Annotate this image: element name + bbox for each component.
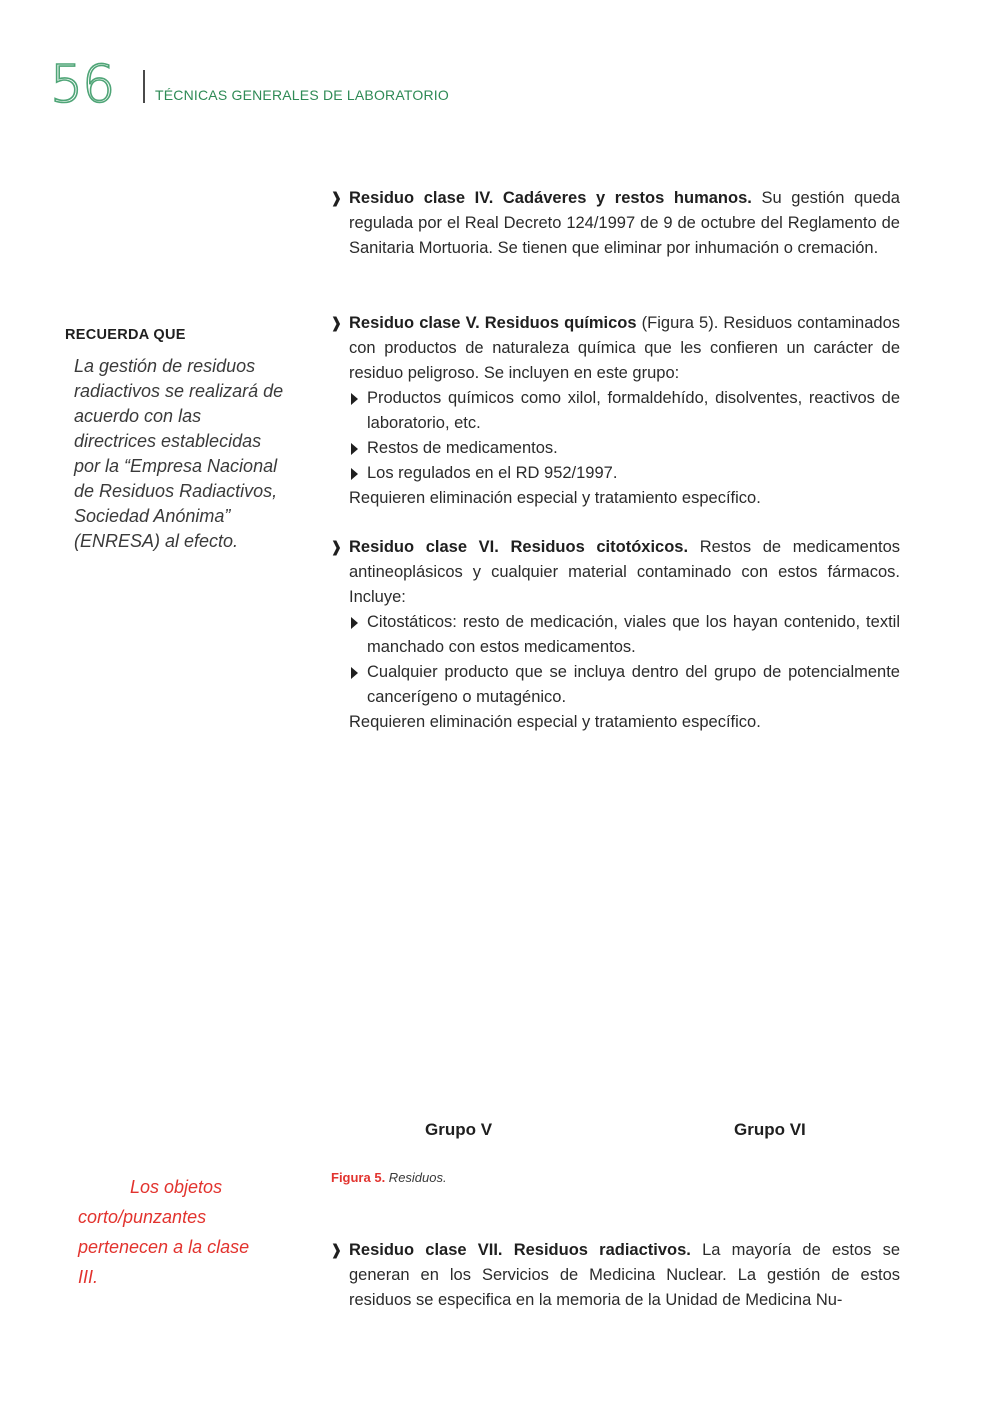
figure-label-grupo-v: Grupo V (425, 1120, 493, 1139)
header-divider (143, 70, 145, 103)
figure-caption (331, 1170, 447, 1185)
bullet-triangle-icon (351, 468, 358, 480)
bullet-triangle-icon (351, 667, 358, 679)
figure-number: Figura 5. (331, 1170, 386, 1185)
sub-item: Productos químicos como xilol, formaldehído, disolventes, reactivos de laboratorio, etc. (349, 386, 900, 436)
note-text: Requieren eliminación especial y tratamiento específico. (349, 713, 761, 731)
item-title: Residuo clase IV. Cadáveres y restos humanos. (349, 189, 752, 207)
bullet-arrow-icon: ❱ (330, 190, 343, 207)
section-clase-vi (330, 535, 900, 735)
section-clase-v (330, 311, 900, 511)
recuerda-heading: RECUERDA QUE (65, 327, 186, 343)
item-title: Residuo clase V. Residuos químicos (349, 314, 637, 332)
sub-item: Restos de medicamentos. (349, 436, 900, 461)
figure-label-grupo-vi: Grupo VI (734, 1120, 806, 1139)
list-item (330, 186, 900, 261)
sub-item: Cualquier producto que se incluya dentro del grupo de potencialmente cancerígeno o mutagénico. (349, 660, 900, 710)
list-item (330, 535, 900, 735)
bullet-arrow-icon: ❱ (330, 315, 343, 332)
side-note-red: Los objetos corto/punzantes pertenecen a la clase III. (78, 1177, 250, 1287)
item-text: La mayoría de estos se generan en los Servicios de Medicina Nuclear. La gestión de estos residuos se especifica en la memoria de la Unidad de Medicina Nu- (349, 1241, 900, 1309)
bullet-triangle-icon (351, 443, 358, 455)
bullet-arrow-icon: ❱ (330, 539, 343, 556)
bullet-triangle-icon (351, 617, 358, 629)
item-text: Restos de medicamentos antineoplásicos y cualquier material contaminado con estos fármacos. Incluye: (349, 538, 901, 606)
section-clase-iv (330, 186, 900, 261)
bullet-triangle-icon (351, 393, 358, 405)
figure-image-area (330, 740, 900, 1120)
item-title: Residuo clase VI. Residuos citotóxicos. (349, 538, 689, 556)
running-title: TÉCNICAS GENERALES DE LABORATORIO (155, 87, 449, 103)
paragraph (349, 1238, 900, 1313)
item-title: Residuo clase VII. Residuos radiactivos. (349, 1241, 691, 1259)
list-item (330, 1238, 900, 1313)
bullet-arrow-icon: ❱ (330, 1242, 343, 1259)
list-item (330, 311, 900, 511)
figure-description: Residuos. (385, 1170, 447, 1185)
recuerda-text: La gestión de residuos radiactivos se realizará de acuerdo con las directrices establecidas por la “Empresa Nacional de Residuos Radiactivos, Sociedad Anónima” (ENRESA) al efecto. (74, 356, 284, 551)
page-number: 56 (50, 62, 115, 108)
paragraph (349, 535, 900, 610)
section-clase-vii (330, 1238, 900, 1313)
sub-item: Citostáticos: resto de medicación, viales que los hayan contenido, textil manchado con estos medicamentos. (349, 610, 900, 660)
item-text: Su gestión queda regulada por el Real Decreto 124/1997 de 9 de octubre del Reglamento de Sanitaria Mortuoria. Se tienen que eliminar por inhumación o cremación. (349, 189, 900, 257)
item-text: (Figura 5). Residuos contaminados con productos de naturaleza química que les confieren un carácter de residuo peligroso. Se incluyen en este grupo: (349, 314, 900, 382)
paragraph (349, 311, 900, 386)
note-text: Requieren eliminación especial y tratamiento específico. (349, 489, 761, 507)
sub-item: Los regulados en el RD 952/1997. (349, 461, 900, 486)
paragraph (349, 186, 900, 261)
